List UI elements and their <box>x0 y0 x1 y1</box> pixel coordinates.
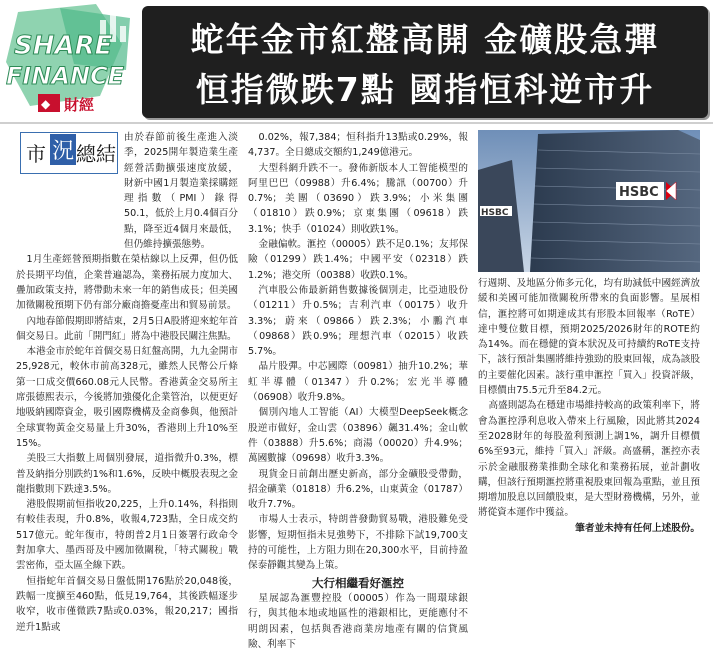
hsbc-sign-2: HSBC <box>481 208 509 218</box>
svg-text:FINANCE: FINANCE <box>6 62 125 90</box>
article-column-2 <box>248 130 468 652</box>
paragraph: 1月生產經營預期指數在榮枯線以上反彈，但仍低於長期平均值，企業普遍認為，業務拓展力度加大、疊加政策支持，將帶動未來一年的銷售成長；但美國加徵關稅預期下仍有部分廠商擔憂產出和貿易前景。 <box>16 254 238 312</box>
paragraph: 美股三大指數上周個別發展，道指微升0.3%，標普及納指分別跌約1%和1.6%，反映中概股表現之金龍指數則下跌達3.5%。 <box>16 453 238 495</box>
section-label <box>16 130 120 176</box>
paragraph: 金融偏軟。滙控（00005）跌不足0.1%；友邦保險（01299）跌1.4%；中國平安（02318）跌1.2%；港交所（00388）收跌0.1%。 <box>248 239 468 281</box>
hsbc-sign-1: HSBC <box>619 185 659 200</box>
subheading: 大行相繼看好滙控 <box>312 575 404 590</box>
headline-line1: 蛇年金市紅盤高開 金礦股急彈 <box>190 20 660 59</box>
paragraph: 港股假期前恒指收20,225，上升0.14%，科指則有較佳表現，升0.8%，收報4,723點，全日成交約517億元。蛇年復市，特朗普2月1日簽署行政命令對加拿大、墨西哥及中國加徵關稅，「特式關稅」戰雲密佈，亞太區全線下跌。 <box>16 499 238 572</box>
paragraph: 晶片股彈。中芯國際（00981）抽升10.2%；華虹半導體（01347）升0.2%；宏光半導體（06908）收升9.8%。 <box>248 361 468 404</box>
share-finance-logo <box>0 0 138 118</box>
section-label-char2: 況 <box>50 134 76 165</box>
paragraph: 內地春節假期即將結束，2月5日A股將迎來蛇年首個交易日。此前「開門紅」將為中港股民關注焦點。 <box>16 315 238 342</box>
paragraph: 大型科網升跌不一。發佈新版本人工智能模型的阿里巴巴（09988）升6.4%；騰訊（00700）升0.7%；美團（03690）跌3.9%；小米集團（01810）跌0.9%；京東集團（09618）跌3.1%；快手（01024）則收跌1%。 <box>248 162 468 235</box>
paragraph: 本港金市於蛇年首個交易日紅盤高開，九九金開市25,928元，較休市前高328元，雖然人民幣公斤條第一口成交價660.08元人民幣。香港黃金交易所主席張德熙表示，今後將加強優化企業管治，以便更好地吸納國際資金，吸引國際機構及金商參與，他預計全球實物黃金交易量上升30%，香港則上升10%至15%。 <box>16 346 238 449</box>
paragraph: 星展認為滙豐控股（00005）作為一間環球銀行，與其他本地或地區性的港銀相比，更能應付不明朗因素，包括與香港商業房地產有關的信貸風險、利率下 <box>248 592 468 650</box>
article-column-3 <box>478 276 700 536</box>
section-label-char1: 市 <box>26 142 46 166</box>
article-column-1 <box>16 130 238 635</box>
header-divider <box>0 122 713 124</box>
paragraph: 0.02%，報7,384；恒科指升13點或0.29%，報4,737。全日總成交額約1,249億港元。 <box>248 132 468 159</box>
paragraph: 個別內地人工智能（AI）大模型DeepSeek概念股逆市做好，金山雲（03896）飆31.4%；金山軟件（03888）升5.6%；商湯（00020）升4.9%；萬國數據（09698）收升3.3%。 <box>248 407 468 465</box>
hsbc-building-photo <box>478 130 700 272</box>
paragraph: 高盛則認為在穩建市場維持較高的政策利率下，將會為滙控淨利息收入帶來上行風險，因此將其2024至2028財年的每股盈利預測上調1%，調升目標價6%至93元，維持「買入」評級。高盛稱，滙控亦表示於金融服務業推動全球化和業務拓展，並計劃收購，但該行預期滙控將重視股東回報為重點，並且預期增加股息以回饋股東，是大型財務機構，另外，並將從資本運作中獲益。 <box>478 400 700 519</box>
paragraph: 現貨金日前創出歷史新高，部分金礦股受帶動，招金礦業（01818）升6.2%，山東黃金（01787）收升7.7%。 <box>248 468 468 511</box>
headline-panel <box>142 6 708 118</box>
masthead <box>0 0 713 124</box>
paragraph: 市場人士表示，特朗普發動貿易戰，港股難免受影響，短期恒指未見強勢下，不排除下試19,700支持的可能性，上方阻力則在20,300水平，目前持盈保泰靜觀其變為上策。 <box>248 514 468 572</box>
section-label-char3: 總結 <box>76 142 116 166</box>
paragraph: 汽車股公佈最新銷售數據後個別走，比亞迪股份（01211）升0.5%；吉利汽車（00175）收升3.3%；蔚來（09866）跌2.3%；小鵬汽車（09868）跌0.9%；理想汽車（02015）收跌5.7%。 <box>248 284 468 358</box>
author-disclosure: 筆者並未持有任何上述股份。 <box>575 522 700 534</box>
paragraph: 恒指蛇年首個交易日盤低開176點於20,048後，跌幅一度擴至460點，低見19,764，其後跌幅逐步收窄，收市僅微跌7點或0.03%，報20,217；國指逆升1點或 <box>16 575 238 633</box>
svg-text:◆: ◆ <box>41 97 51 111</box>
photo-illustration <box>478 130 700 272</box>
paragraph: 行週期、及地區分佈多元化，均有助減低中國經濟放緩和美國可能加徵關稅所帶來的負面影響。星展相信，滙控將可如期達成其有形股本回報率（RoTE）達中雙位數目標，預期2025/2026財年的ROTE約為14%。而在穩健的資本狀況及可持續約RoTE支持下，該行預計集團將維持強勁的股東回報，成為該股的主要催化因素。該行重申滙控「買入」投資評級，目標價由75.5元升至84.2元。 <box>478 278 700 397</box>
headline-line2: 恒指微跌7點 國指恒科逆市升 <box>195 70 655 109</box>
svg-text:SHARE: SHARE <box>14 31 113 61</box>
paragraph: 由於春節前後生產進入淡季，2025開年製造業生產經營活動擴張速度放緩，財新中國1月製造業採購經理指數（PMI）錄得50.1，低於上月0.4個百分點，降至近4個月來最低，但仍維持擴張態勢。 <box>124 132 238 251</box>
svg-text:財經: 財經 <box>64 96 95 114</box>
